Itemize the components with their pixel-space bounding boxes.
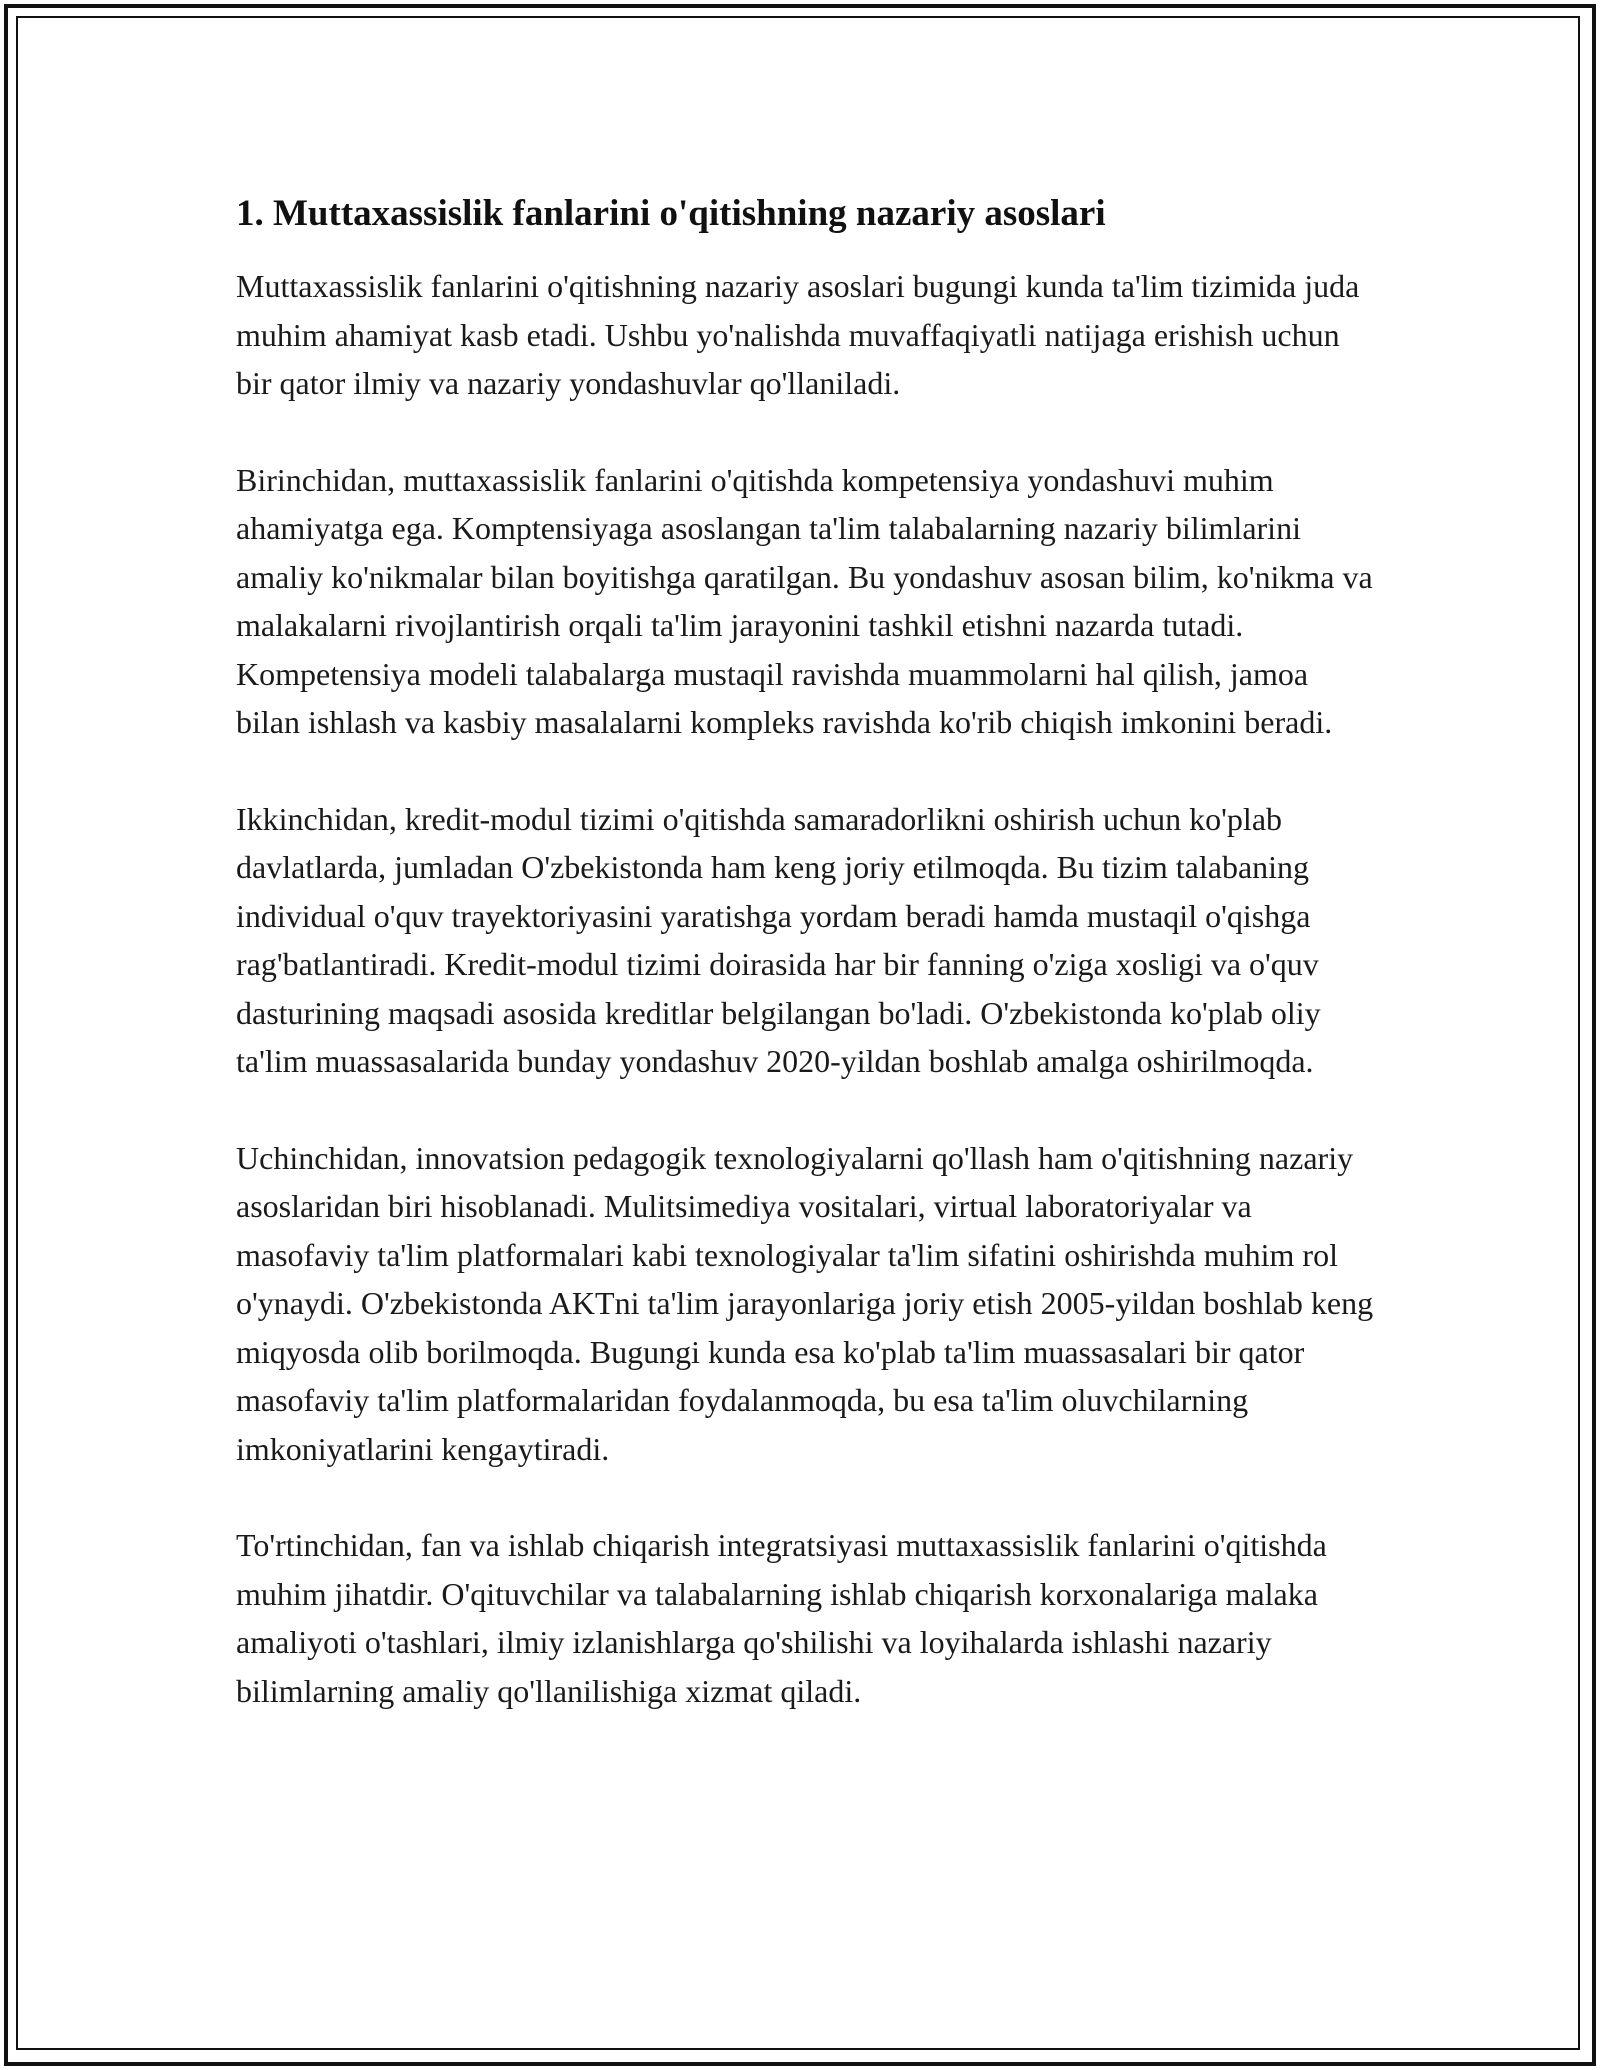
paragraph-intro: Muttaxassislik fanlarini o'qitishning nazariy asoslari bugungi kunda ta'lim tizimida juda muhim ahamiyat kasb etadi. Ushbu yo'nalishda muvaffaqiyatli natijaga erishish uchun bir qator ilmiy va nazariy yondashuvlar qo'llaniladi. (236, 268, 1360, 401)
paragraph-third: Uchinchidan, innovatsion pedagogik texnologiyalarni qo'llash ham o'qitishning nazariy asoslaridan biri hisoblanadi. Mulitsimediya vositalari, virtual laboratoriyalar va masofaviy ta'lim platformalari kabi texnologiyalar ta'lim sifatini oshirishda muhim rol o'ynaydi. O'zbekistonda AKTni ta'lim jarayonlariga joriy etish 2005-yildan boshlab keng miqyosda olib borilmoqda. Bugungi kunda esa ko'plab ta'lim muassasalari bir qator masofaviy ta'lim platformalaridan foydalanmoqda, bu esa ta'lim oluvchilarning imkoniyatlarini kengaytiradi. (236, 1139, 1374, 1467)
paragraph-second: Ikkinchidan, kredit-modul tizimi o'qitishda samaradorlikni oshirish uchun ko'plab davlatlarda, jumladan O'zbekistonda ham keng joriy etilmoqda. Bu tizim talabaning individual o'quv trayektoriyasini yaratishga yordam beradi hamda mustaqil o'qishga rag'batlantiradi. Kredit-modul tizimi doirasida har bir fanning o'ziga xosligi va o'quv dasturining maqsadi asosida kreditlar belgilangan bo'ladi. O'zbekistonda ko'plab oliy ta'lim muassasalarida bunday yondashuv 2020-yildan boshlab amalga oshirilmoqda. (236, 800, 1321, 1079)
section-heading: 1. Muttaxassislik fanlarini o'qitishning nazariy asoslari (236, 193, 1106, 234)
paragraph-first: Birinchidan, muttaxassislik fanlarini o'qitishda kompetensiya yondashuvi muhim ahamiyatga ega. Komptensiyaga asoslangan ta'lim talabalarning nazariy bilimlarini amaliy ko'nikmalar bilan boyitishga qaratilgan. Bu yondashuv asosan bilim, ko'nikma va malakalarni rivojlantirish orqali ta'lim jarayonini tashkil etishni nazarda tutadi. Kompetensiya modeli talabalarga mustaqil ravishda muammolarni hal qilish, jamoa bilan ishlash va kasbiy masalalarni kompleks ravishda ko'rib chiqish imkonini beradi. (236, 461, 1373, 740)
paragraph-fourth: To'rtinchidan, fan va ishlab chiqarish integratsiyasi muttaxassislik fanlarini o'qitishda muhim jihatdir. O'qituvchilar va talabalarning ishlab chiqarish korxonalariga malaka amaliyoti o'tashlari, ilmiy izlanishlarga qo'shilishi va loyihalarda ishlashi nazariy bilimlarning amaliy qo'llanilishiga xizmat qiladi. (236, 1527, 1327, 1709)
document-body (236, 186, 1376, 1715)
